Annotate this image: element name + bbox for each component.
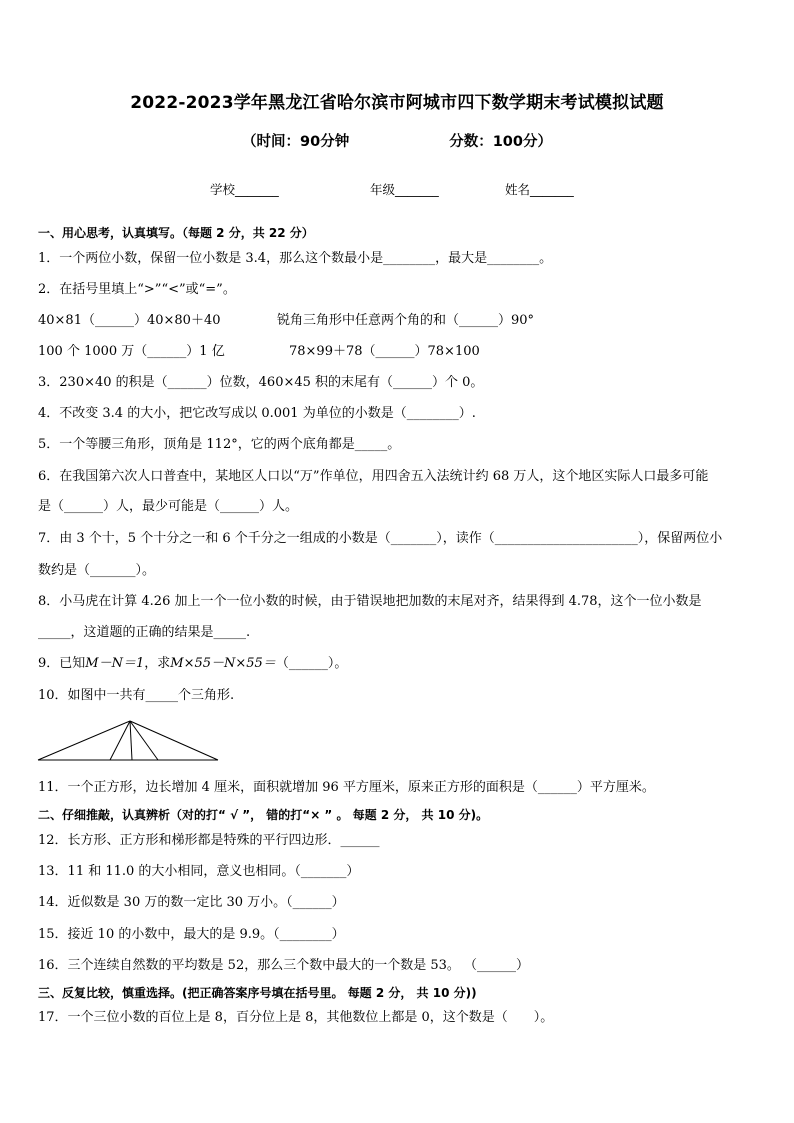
question-2a: 40×81（______）40×80＋40: [38, 313, 221, 328]
question-12: 12．长方形、正方形和梯形都是特殊的平行四边形．______: [38, 833, 380, 848]
question-7-line2: 数约是（_______）。: [38, 563, 156, 578]
question-15: 15．接近 10 的小数中，最大的是 9.9。（________）: [38, 927, 345, 942]
triangle-figure: [36, 718, 220, 764]
question-13: 13．11 和 11.0 的大小相同，意义也相同。（_______）: [38, 864, 360, 879]
school-field[interactable]: 学校_______: [210, 182, 279, 197]
question-10: 10．如图中一共有_____个三角形.: [38, 688, 235, 703]
question-14: 14．近似数是 30 万的数一定比 30 万小。（______）: [38, 895, 345, 910]
question-2b: 锐角三角形中任意两个角的和（______）90°: [277, 313, 535, 328]
question-9-suffix: （______）。: [275, 656, 348, 671]
question-9-prefix: 9．已知: [38, 656, 86, 671]
section-3-heading: 三、反复比较，慎重选择。(把正确答案序号填在括号里。 每题 2 分， 共 10 分)): [38, 986, 477, 1000]
question-3: 3．230×40 的积是（______）位数，460×45 积的末尾有（______）个 0。: [38, 375, 484, 390]
section-2-heading: 二、仔细推敲，认真辨析（对的打“ √ ”， 错的打“× ” 。 每题 2 分， 共 10 分)。: [38, 808, 489, 822]
exam-score: 分数：100分）: [449, 134, 552, 150]
question-2c: 100 个 1000 万（______）1 亿: [38, 344, 225, 359]
figure-inner-line-2: [130, 721, 132, 760]
question-1: 1．一个两位小数，保留一位小数是 3.4，那么这个数最小是________，最大是________。: [38, 251, 553, 266]
question-2d: 78×99＋78（______）78×100: [289, 344, 480, 359]
question-9-formula-2: M×55－N×55＝: [170, 656, 276, 671]
question-17: 17．一个三位小数的百位上是 8，百分位上是 8，其他数位上都是 0，这个数是（ ）。: [38, 1010, 554, 1025]
exam-subtitle: [0, 130, 794, 151]
question-9: [38, 655, 347, 673]
figure-right-side: [130, 721, 218, 760]
question-8-line1: 8．小马虎在计算 4.26 加上一个一位小数的时候，由于错误地把加数的末尾对齐，结果得到 4.78，这个一位小数是: [38, 594, 702, 609]
question-5: 5．一个等腰三角形，顶角是 112°，它的两个底角都是_____。: [38, 437, 401, 452]
figure-inner-line-1: [110, 721, 130, 760]
question-16: 16．三个连续自然数的平均数是 52，那么三个数中最大的一个数是 53。 （______）: [38, 958, 530, 973]
name-field[interactable]: 姓名_______: [505, 182, 574, 197]
question-8-line2: _____，这道题的正确的结果是_____.: [38, 625, 251, 640]
exam-time: （时间：90分钟: [242, 134, 350, 150]
question-7-line1: 7．由 3 个十，5 个十分之一和 6 个千分之一组成的小数是（_______），读作（______________________），保留两位小: [38, 531, 723, 546]
question-11: 11．一个正方形，边长增加 4 厘米，面积就增加 96 平方厘米，原来正方形的面积是（______）平方厘米。: [38, 780, 655, 795]
section-1-heading: 一、用心思考，认真填写。（每题 2 分，共 22 分）: [38, 226, 314, 240]
question-6-line1: 6．在我国第六次人口普查中，某地区人口以“万”作单位，用四舍五入法统计约 68 万人，这个地区实际人口最多可能: [38, 469, 709, 484]
student-info: [210, 180, 574, 198]
question-4: 4．不改变 3.4 的大小，把它改写成以 0.001 为单位的小数是（________）.: [38, 406, 476, 421]
question-6-line2: 是（______）人，最少可能是（______）人。: [38, 499, 299, 514]
question-9-middle: ，求: [144, 656, 171, 671]
question-2: 2．在括号里填上“>”“<”或“=”。: [38, 282, 236, 297]
grade-field[interactable]: 年级_______: [370, 182, 439, 197]
figure-left-side: [38, 721, 130, 760]
page-title: 2022-2023学年黑龙江省哈尔滨市阿城市四下数学期末考试模拟试题: [130, 93, 664, 113]
question-9-formula-1: M－N＝1: [85, 656, 145, 671]
